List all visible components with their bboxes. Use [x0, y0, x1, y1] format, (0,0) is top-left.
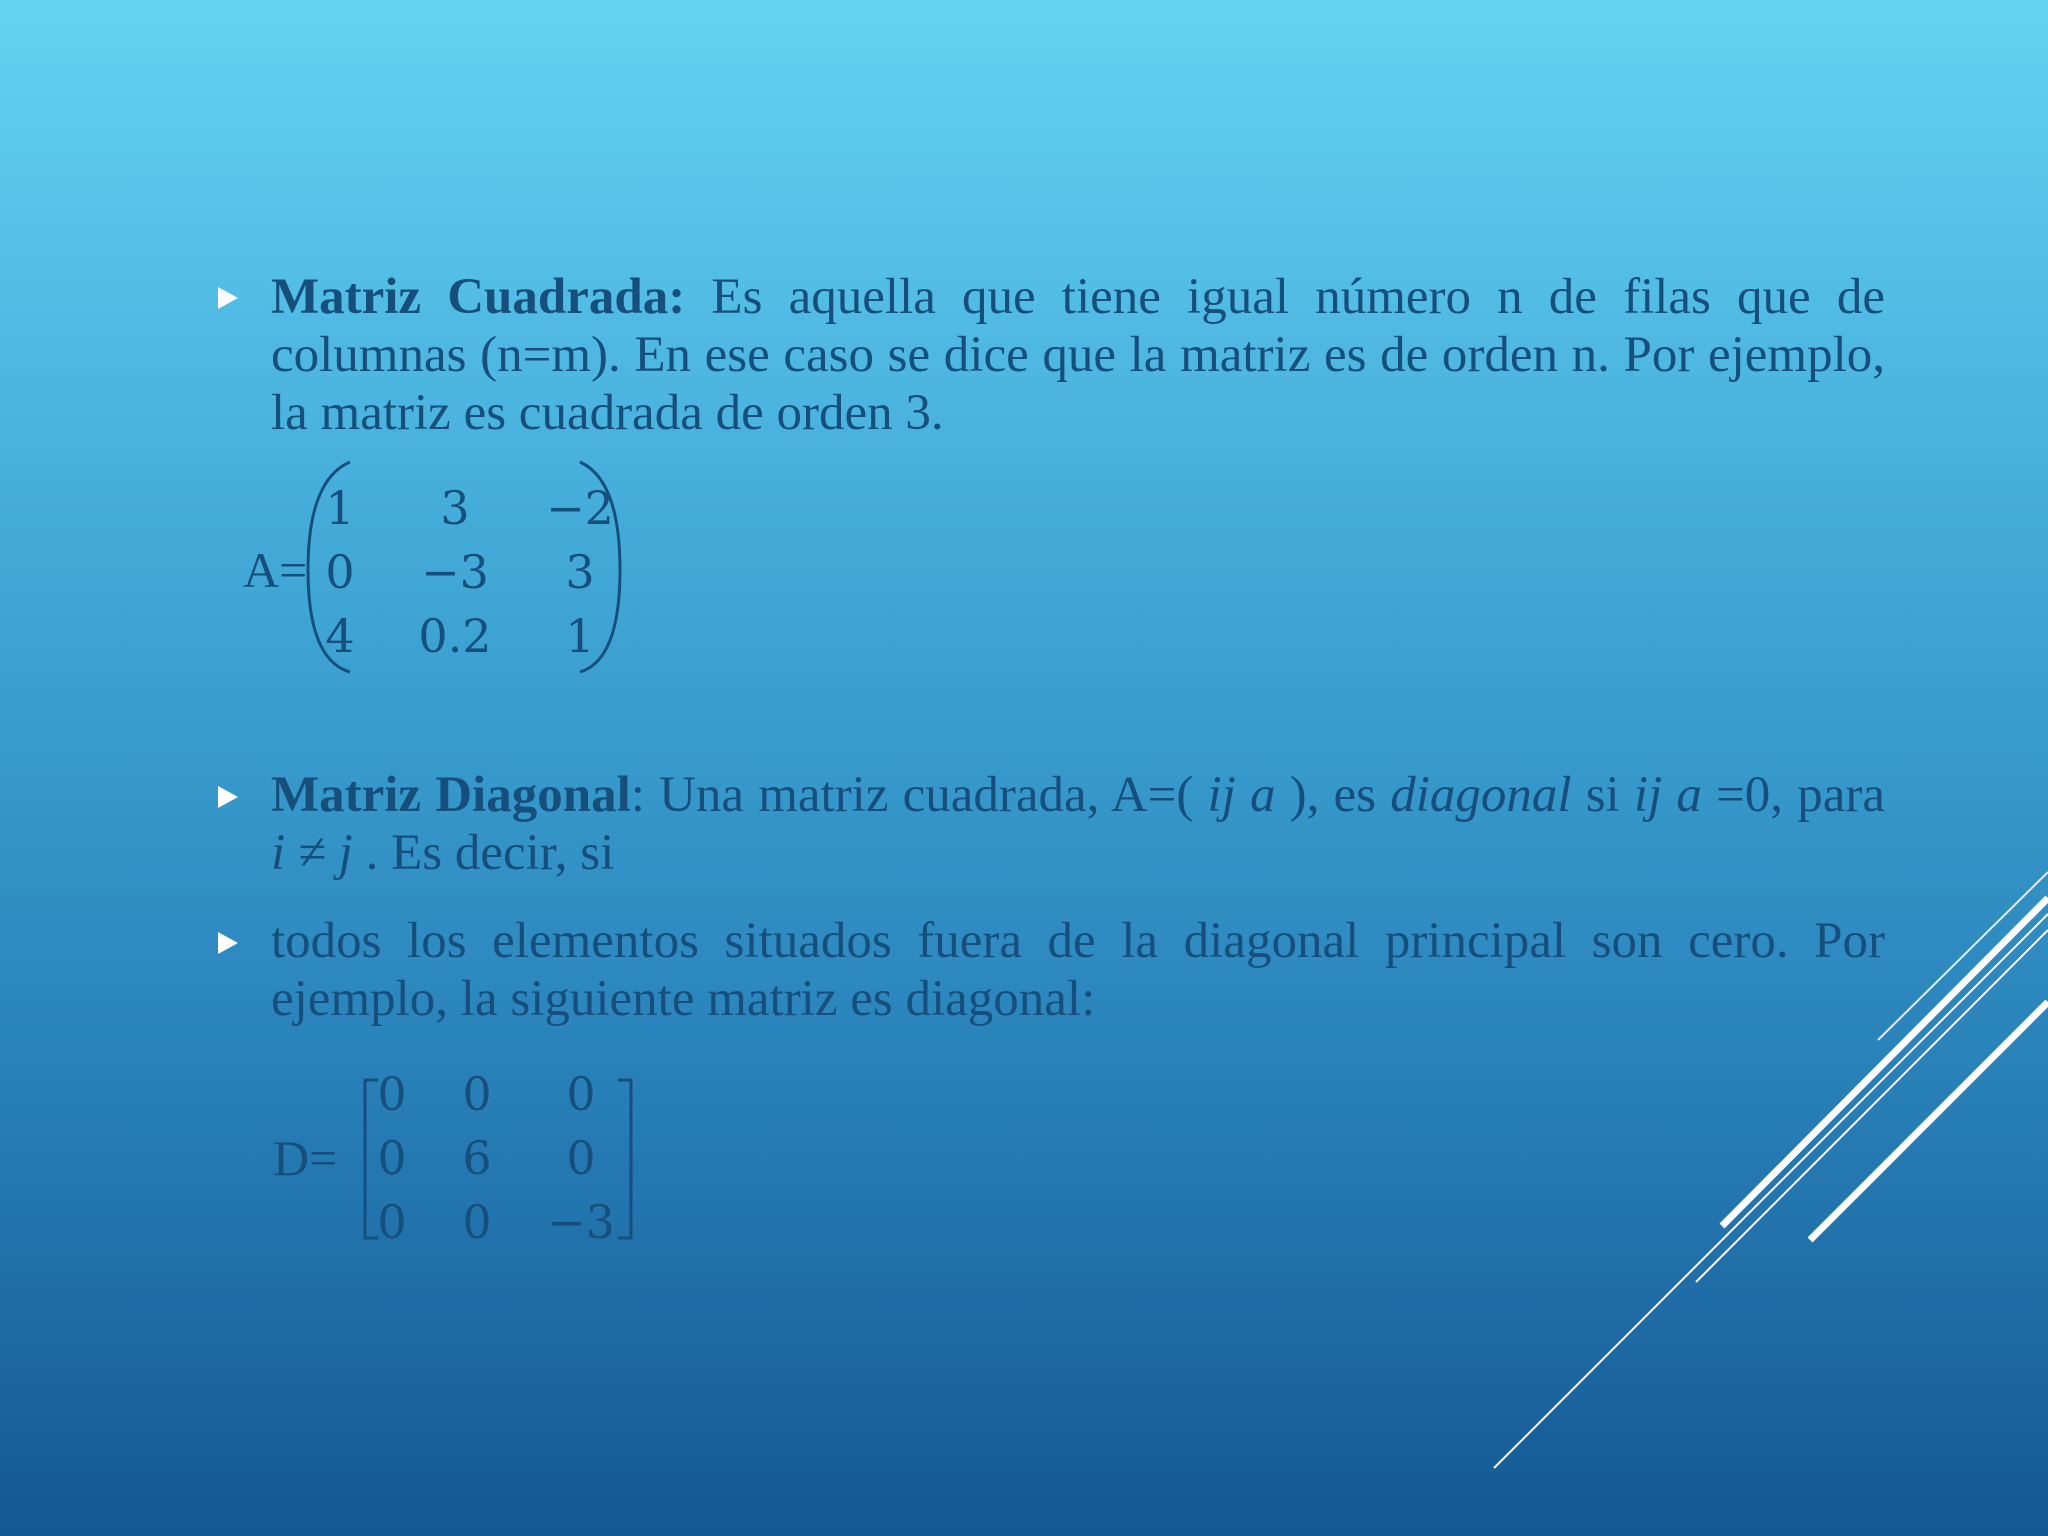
matrix-cell: 0 — [377, 1067, 407, 1121]
matrix-cell: 0 — [325, 545, 355, 599]
matrix-cell: 4 — [325, 609, 355, 663]
matrix-cell: 0 — [566, 1131, 596, 1185]
matrix-cell: −3 — [547, 1195, 615, 1249]
matrix-cell: −3 — [421, 545, 489, 599]
matrix-cell: 6 — [462, 1131, 492, 1185]
matrix-cell: 0 — [377, 1195, 407, 1249]
italic-segment: diagonal — [1390, 767, 1572, 823]
italic-segment: ij a — [1633, 767, 1702, 823]
matrix-cell: 3 — [440, 481, 470, 535]
paragraph-text: todos los elementos situados fuera de la diagonal principal son cero. Por ejemplo, la siguiente matriz es diagonal: — [271, 913, 1885, 1027]
matrix-cell: −2 — [546, 481, 614, 535]
term-matriz-diagonal: Matriz Diagonal — [271, 767, 631, 823]
italic-segment: ij a — [1207, 767, 1276, 823]
matrix-cell: 0.2 — [418, 609, 492, 663]
text-segment: . Es decir, si — [352, 825, 615, 881]
matrix-d-label: D= — [273, 1130, 338, 1186]
text-segment: ), es — [1275, 767, 1391, 823]
matrix-cell: 0 — [462, 1195, 492, 1249]
definition-text: Es aquella que tiene igual número n de filas que de columnas (n=m). En ese caso se dice que la matriz es de orden n. Por ejemplo, la matriz es cuadrada de orden 3. — [271, 269, 1885, 441]
term-matriz-cuadrada: Matriz Cuadrada: — [271, 269, 686, 325]
matrix-cell: 1 — [565, 609, 595, 663]
matrix-cell: 0 — [566, 1067, 596, 1121]
matrix-cell: 0 — [377, 1131, 407, 1185]
matrix-cell: 0 — [462, 1067, 492, 1121]
matrix-cell: 1 — [325, 481, 355, 535]
text-segment: : Una matriz cuadrada, A=( — [630, 767, 1208, 823]
text-segment: si — [1571, 767, 1634, 823]
text-segment: =0, para — [1701, 767, 1885, 823]
matrix-cell: 3 — [565, 545, 595, 599]
italic-segment: i ≠ j — [271, 825, 353, 881]
matrix-a-label: A= — [243, 542, 308, 598]
